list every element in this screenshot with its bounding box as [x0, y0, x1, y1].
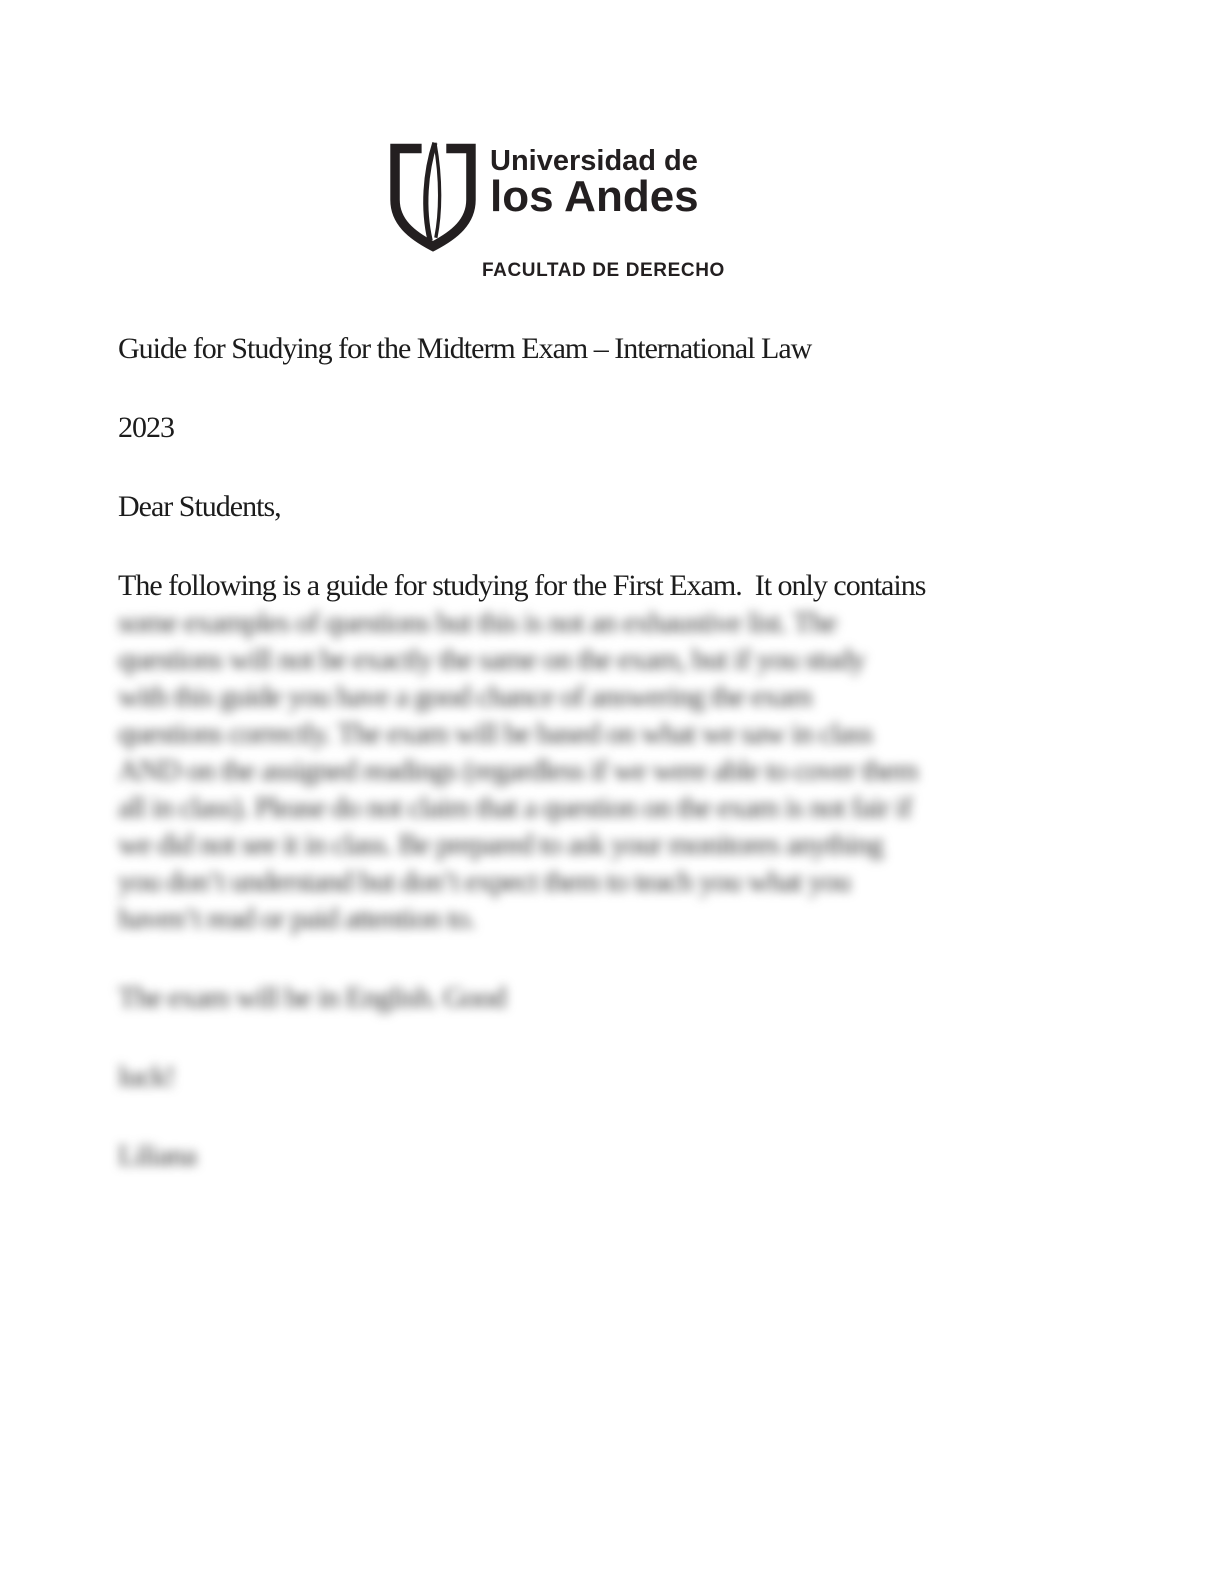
letter-content [118, 330, 1103, 1216]
intro-first-line: The following is a guide for studying for the First Exam. It only contains [118, 569, 926, 602]
document-title: Guide for Studying for the Midterm Exam – International Law [118, 332, 812, 365]
university-name [490, 140, 699, 221]
intro-blurred-line: you don’t understand but don’t expect them to teach you what you [118, 865, 851, 898]
university-name-line1: Universidad de [490, 145, 698, 177]
closing-line-2: luck! [118, 1060, 175, 1093]
intro-blurred-line: haven’t read or paid attention to. [118, 902, 475, 935]
university-name-line2: los Andes [490, 172, 699, 221]
university-logo [385, 140, 725, 281]
signature: Liliana [118, 1139, 196, 1172]
intro-blurred-line: questions will not be exactly the same on the exam, but if you study [118, 643, 865, 676]
intro-blurred-line: some examples of questions but this is not an exhaustive list. The [118, 606, 837, 639]
intro-blurred-line: questions correctly. The exam will be based on what we saw in class [118, 717, 873, 750]
faculty-name: FACULTAD DE DERECHO [482, 260, 725, 281]
closing-line-1: The exam will be in English. Good [118, 981, 506, 1014]
intro-blurred-line: AND on the assigned readings (regardless if we were able to cover them [118, 754, 918, 787]
intro-paragraph [118, 567, 1103, 937]
intro-blurred-line: we did not see it in class. Be prepared to ask your monitores anything [118, 828, 883, 861]
intro-blurred-line: with this guide you have a good chance of answering the exam [118, 680, 812, 713]
intro-blurred-line: all in class). Please do not claim that a question on the exam is not fair if [118, 791, 912, 824]
document-year: 2023 [118, 411, 174, 444]
salutation: Dear Students, [118, 490, 281, 523]
university-shield-icon [385, 140, 481, 252]
